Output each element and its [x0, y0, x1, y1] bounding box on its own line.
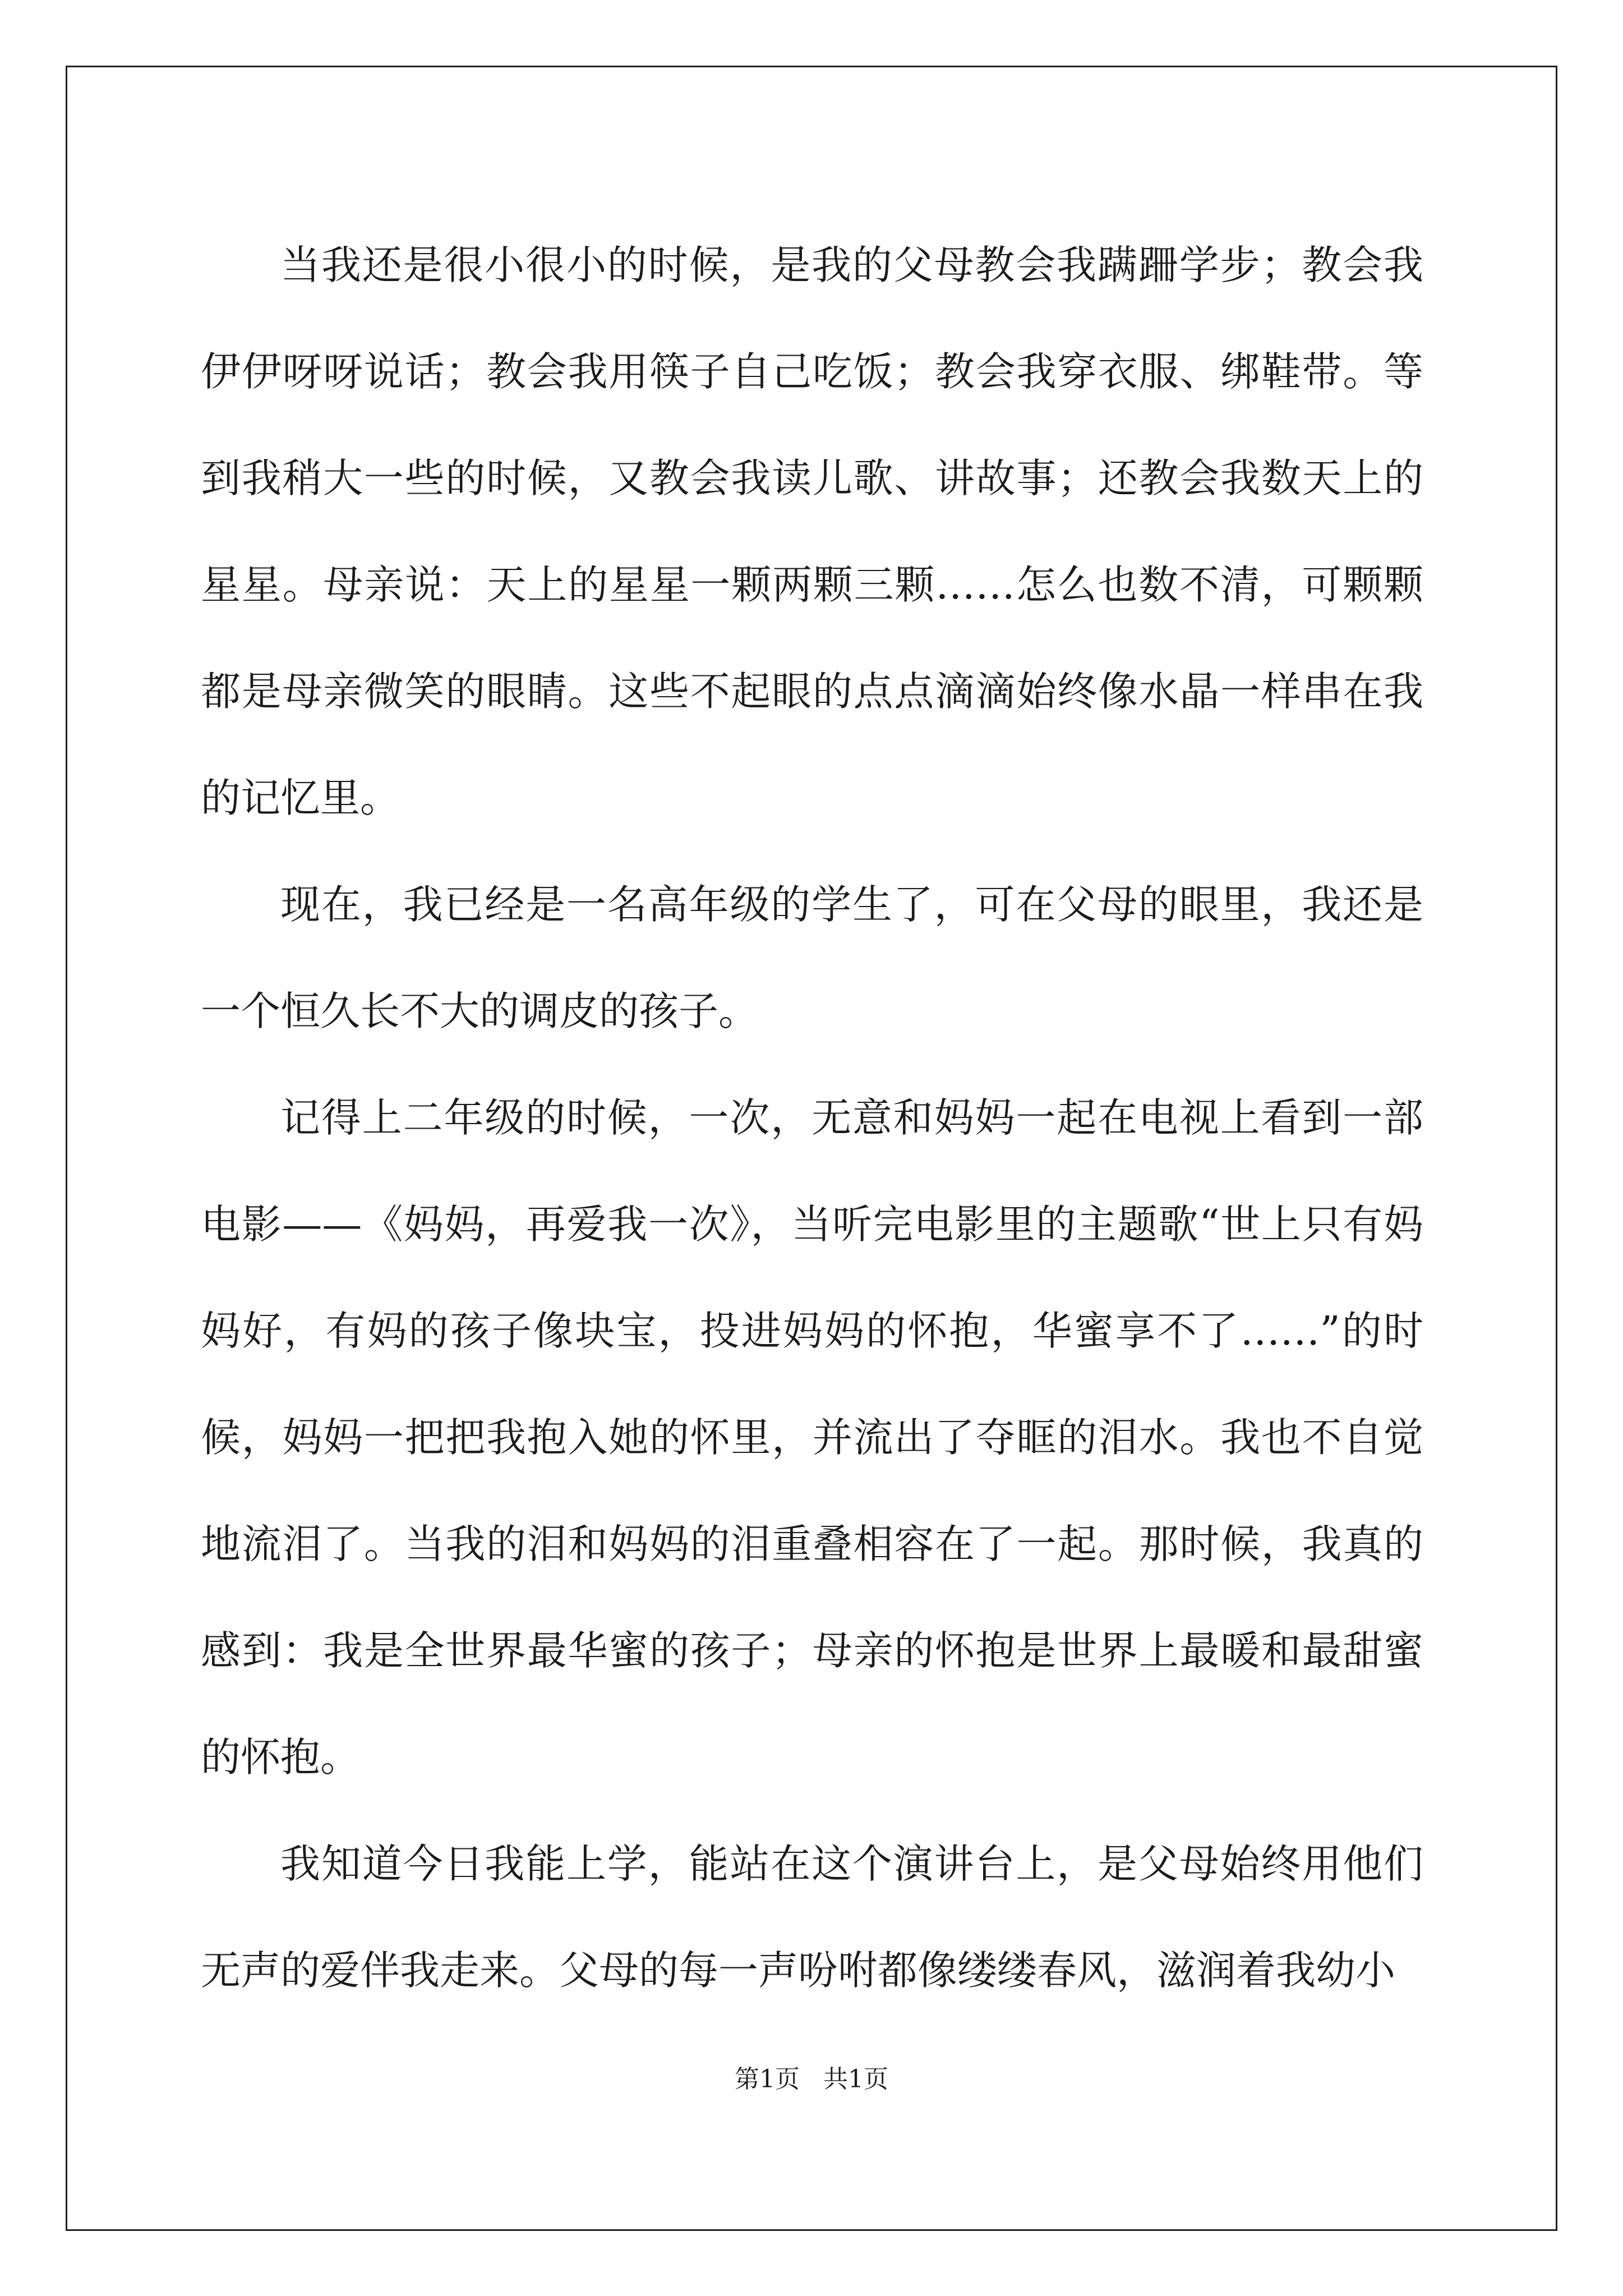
document-body: [201, 212, 1423, 2024]
page-total-label: 共1页: [823, 2065, 888, 2093]
paragraph-2: 现在，我已经是一名高年级的学生了，可在父母的眼里，我还是一个恒久长不大的调皮的孩子。: [201, 881, 1423, 1034]
paragraph-4: 我知道今日我能上学，能站在这个演讲台上，是父母始终用他们无声的爱伴我走来。父母的每一声吩咐都像缕缕春风，滋润着我幼小: [201, 1841, 1423, 1994]
page-number-label: 第1页: [735, 2065, 800, 2093]
page-footer: [0, 2059, 1623, 2095]
paragraph-3: 记得上二年级的时候，一次，无意和妈妈一起在电视上看到一部电影——《妈妈，再爱我一次》，当听完电影里的主题歌“世上只有妈妈好，有妈的孩子像块宝，投进妈妈的怀抱，华蜜享不了……”的时候，妈妈一把把我抱入她的怀里，并流出了夺眶的泪水。我也不自觉地流泪了。当我的泪和妈妈的泪重叠相容在了一起。那时候，我真的感到：我是全世界最华蜜的孩子；母亲的怀抱是世界上最暖和最甜蜜的怀抱。: [201, 1094, 1423, 1780]
paragraph-1: 当我还是很小很小的时候，是我的父母教会我蹒跚学步；教会我伊伊呀呀说话；教会我用筷子自己吃饭；教会我穿衣服、绑鞋带。等到我稍大一些的时候，又教会我读儿歌、讲故事；还教会我数天上的星星。母亲说：天上的星星一颗两颗三颗……怎么也数不清，可颗颗都是母亲微笑的眼睛。这些不起眼的点点滴滴始终像水晶一样串在我的记忆里。: [201, 242, 1423, 821]
